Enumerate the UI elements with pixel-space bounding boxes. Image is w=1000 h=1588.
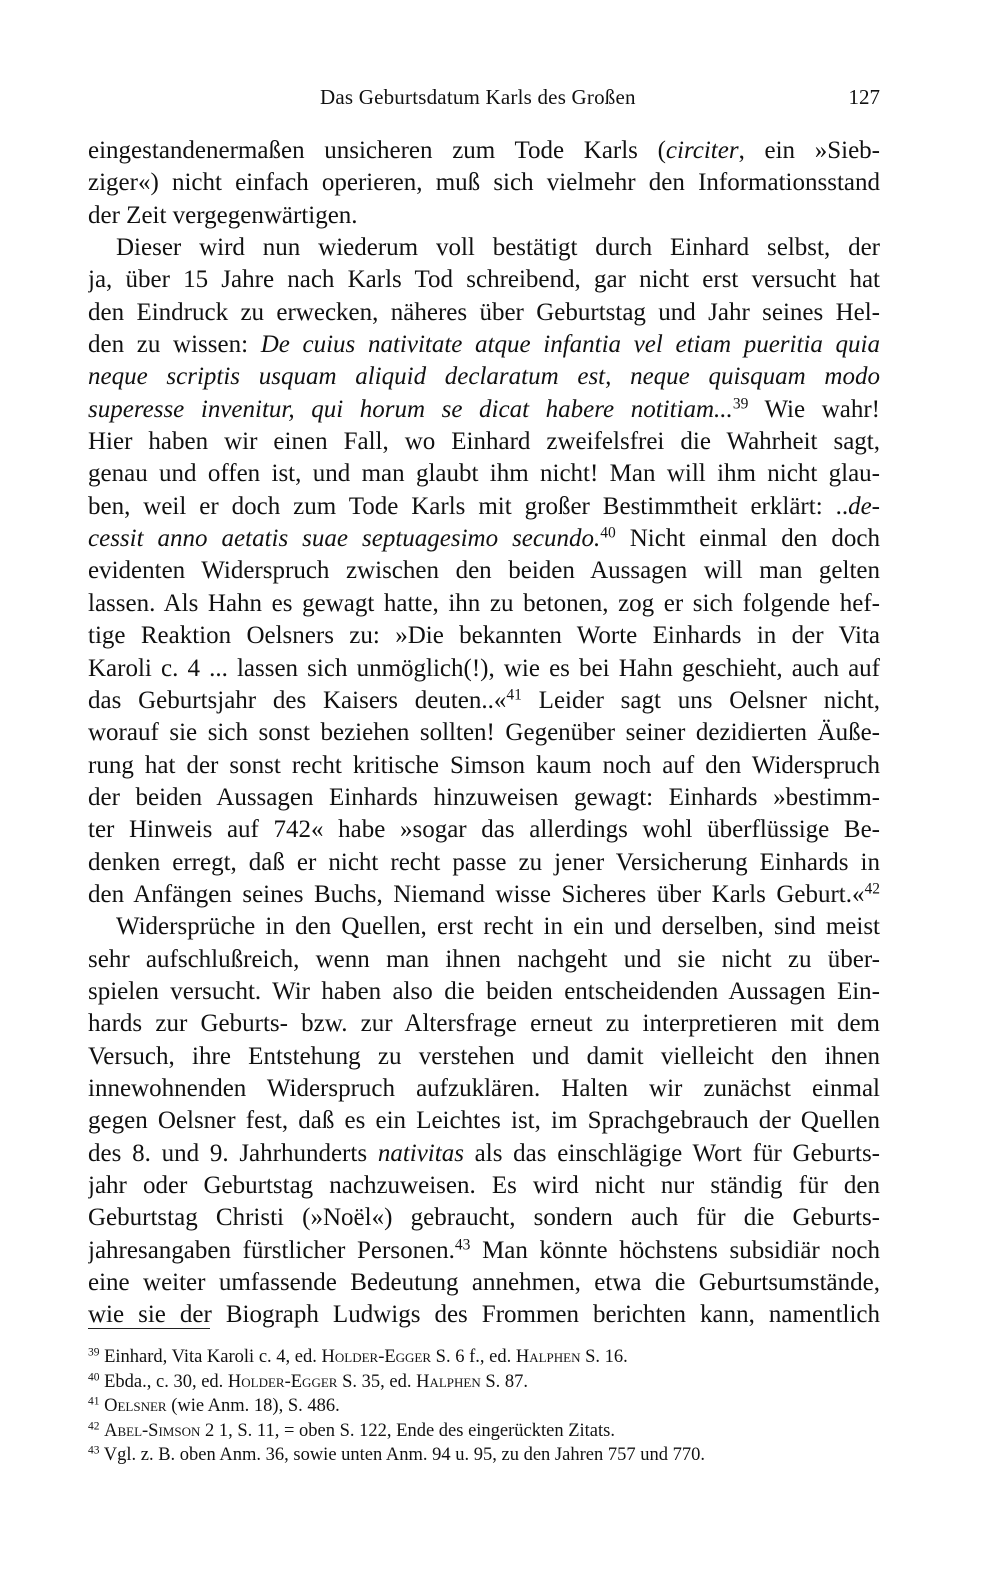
body-line: jahresangaben fürstlicher Personen.$^{43}$ Man könnte höchstens subsidiär noch bbox=[88, 1236, 880, 1264]
body-line: gegen Oelsner fest, daß es ein Leichtes ist, im Sprachgebrauch der Quellen bbox=[88, 1107, 880, 1135]
body-line: wie sie der Biograph Ludwigs des Frommen berichten kann, namentlich bbox=[88, 1301, 880, 1329]
body-line: ben, weil er doch zum Tode Karls mit großer Bestimmtheit erklärt: ..de- bbox=[88, 492, 880, 520]
body-line: Dieser wird nun wiederum voll bestätigt durch Einhard selbst, der bbox=[116, 234, 880, 262]
running-title: Das Geburtsdatum Karls des Großen bbox=[320, 85, 636, 109]
body-line: eingestandenermaßen unsicheren zum Tode Karls (circiter, ein »Sieb- bbox=[88, 137, 880, 164]
body-line: des 8. und 9. Jahrhunderts nativitas als das einschlägige Wort für Geburts- bbox=[88, 1139, 880, 1167]
body-text bbox=[88, 135, 880, 1332]
footnote: $^{43}$ Vgl. z. B. oben Anm. 36, sowie unten Anm. 94 u. 95, zu den Jahren 757 und 770. bbox=[88, 1444, 705, 1465]
body-line: sehr aufschlußreich, wenn man ihnen nachgeht und sie nicht zu über- bbox=[88, 945, 880, 973]
body-line: Versuch, ihre Entstehung zu verstehen und damit vielleicht den ihnen bbox=[88, 1042, 880, 1070]
body-line: den Anfängen seines Buchs, Niemand wisse Sicheres über Karls Geburt.«$^{42}$ bbox=[88, 880, 880, 908]
body-line: denken erregt, daß er nicht recht passe zu jener Versicherung Einhards in bbox=[88, 848, 880, 876]
body-line: den Eindruck zu erwecken, näheres über Geburtstag und Jahr seines Hel- bbox=[88, 298, 880, 326]
body-line: Geburtstag Christi (»Noël«) gebraucht, sondern auch für die Geburts- bbox=[88, 1204, 880, 1232]
body-line: den zu wissen: De cuius nativitate atque infantia vel etiam pueritia quia bbox=[88, 331, 880, 359]
footnote: $^{40}$ Ebda., c. 30, ed. Holder-Egger S. 35, ed. Halphen S. 87. bbox=[88, 1371, 529, 1392]
body-line: superesse invenitur, qui horum se dicat habere notitiam...$^{39}$ Wie wahr! bbox=[88, 395, 880, 423]
body-line: ja, über 15 Jahre nach Karls Tod schreibend, gar nicht erst versucht hat bbox=[88, 266, 880, 294]
page-number: 127 bbox=[848, 85, 880, 109]
body-line: eine weiter umfassende Bedeutung annehmen, etwa die Geburtsumstände, bbox=[88, 1269, 880, 1297]
body-line: Hier haben wir einen Fall, wo Einhard zweifelsfrei die Wahrheit sagt, bbox=[88, 428, 880, 456]
body-line: worauf sie sich sonst beziehen sollten! Gegenüber seiner dezidierten Äuße- bbox=[88, 719, 880, 747]
body-line: genau und offen ist, und man glaubt ihm nicht! Man will ihm nicht glau- bbox=[88, 460, 880, 488]
body-line: Karoli c. 4 ... lassen sich unmöglich(!), wie es bei Hahn geschieht, auch auf bbox=[88, 654, 880, 682]
body-line: cessit anno aetatis suae septuagesimo secundo.$^{40}$ Nicht einmal den doch bbox=[88, 524, 880, 553]
body-line: der beiden Aussagen Einhards hinzuweisen gewagt: Einhards »bestimm- bbox=[88, 783, 880, 811]
body-line: hards zur Geburts- bzw. zur Altersfrage erneut zu interpretieren mit dem bbox=[88, 1010, 880, 1038]
body-line: spielen versucht. Wir haben also die beiden entscheidenden Aussagen Ein- bbox=[88, 977, 880, 1005]
body-line: Widersprüche in den Quellen, erst recht in ein und derselben, sind meist bbox=[116, 913, 880, 941]
book-page bbox=[88, 0, 880, 1588]
footnote: $^{42}$ Abel-Simson 2 1, S. 11, = oben S. 122, Ende des eingerückten Zitats. bbox=[88, 1420, 615, 1441]
footnote: $^{41}$ Oelsner (wie Anm. 18), S. 486. bbox=[88, 1395, 340, 1416]
page-header bbox=[88, 85, 880, 115]
body-line: neque scriptis usquam aliquid declaratum est, neque quisquam modo bbox=[88, 363, 880, 391]
body-line: ziger«) nicht einfach operieren, muß sich vielmehr den Informationsstand bbox=[88, 169, 880, 197]
body-line: evidenten Widerspruch zwischen den beiden Aussagen will man gelten bbox=[88, 557, 880, 585]
body-line: das Geburtsjahr des Kaisers deuten..«$^{41}$ Leider sagt uns Oelsner nicht, bbox=[88, 686, 880, 714]
body-line: ter Hinweis auf 742« habe »sogar das allerdings wohl überflüssige Be- bbox=[88, 816, 880, 844]
body-line: lassen. Als Hahn es gewagt hatte, ihn zu betonen, zog er sich folgende hef- bbox=[88, 589, 880, 617]
body-line: innewohnenden Widerspruch aufzuklären. Halten wir zunächst einmal bbox=[88, 1074, 880, 1102]
body-line: rung hat der sonst recht kritische Simson kaum noch auf den Widerspruch bbox=[88, 751, 880, 779]
footnote: $^{39}$ Einhard, Vita Karoli c. 4, ed. Holder-Egger S. 6 f., ed. Halphen S. 16. bbox=[88, 1346, 628, 1367]
body-line: tige Reaktion Oelsners zu: »Die bekannten Worte Einhards in der Vita bbox=[88, 622, 880, 650]
footnotes bbox=[88, 1345, 880, 1468]
body-line: jahr oder Geburtstag nachzuweisen. Es wird nicht nur ständig für den bbox=[88, 1172, 880, 1199]
footnote-separator bbox=[88, 1328, 210, 1329]
body-line: der Zeit vergegenwärtigen. bbox=[88, 201, 358, 229]
